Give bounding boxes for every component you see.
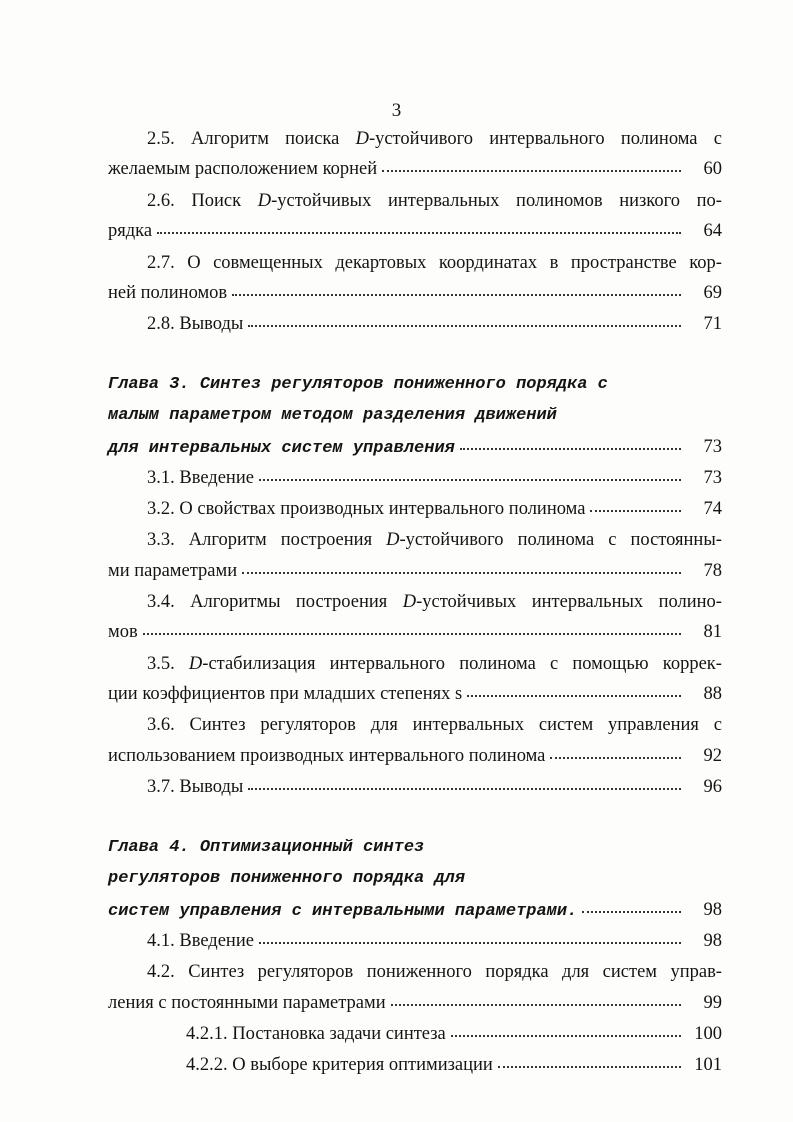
toc-entry-line: [108, 746, 722, 772]
toc-entry-line: [147, 314, 722, 340]
toc-entry-text: 4.1. Введение: [147, 931, 254, 951]
toc-entry-line: [108, 283, 722, 309]
leader-dots: [590, 506, 681, 512]
leader-dots: [460, 444, 681, 450]
toc-page-number: 78: [703, 561, 722, 581]
toc-entry-line: [147, 777, 722, 803]
toc-entry-text: мов: [108, 622, 138, 642]
toc-entry-text: использованием производных интервального полинома: [108, 746, 546, 766]
toc-entry-line: [147, 715, 722, 741]
toc-entry-text: 3.3. Алгоритм построения D-устойчивого полинома с постоянны-: [147, 530, 722, 550]
toc-page-number: 96: [703, 777, 722, 797]
toc-page-number: 101: [694, 1055, 722, 1075]
leader-dots: [259, 938, 681, 944]
chapter-title-line: [108, 869, 722, 895]
leader-dots: [391, 1000, 681, 1006]
toc-entry-line: [147, 468, 722, 494]
toc-page-number: 98: [703, 900, 722, 920]
toc-entry-text: 2.5. Алгоритм поиска D-устойчивого интервального полинома с: [147, 129, 722, 149]
toc-page-number: 73: [703, 468, 722, 488]
toc-entry-text: рядка: [108, 221, 153, 241]
leader-dots: [248, 321, 681, 327]
toc-entry-line: [147, 654, 722, 680]
toc-entry-text: Глава 3. Синтез регуляторов пониженного порядка с: [108, 375, 608, 394]
toc-entry-text: 3.2. О свойствах производных интервального полинома: [147, 499, 586, 519]
toc-entry-text: 4.2.2. О выборе критерия оптимизации: [186, 1055, 493, 1075]
toc-page-number: 69: [703, 283, 722, 303]
toc-entry-text: 4.2.1. Постановка задачи синтеза: [186, 1024, 446, 1044]
toc-page-number: 73: [703, 437, 722, 457]
toc-entry-line: [186, 1055, 722, 1081]
chapter-title-line: [108, 437, 722, 463]
leader-dots: [232, 290, 681, 296]
leader-dots: [582, 907, 681, 913]
toc-entry-line: [147, 530, 722, 556]
leader-dots: [451, 1031, 681, 1037]
toc-entry-line: [108, 221, 722, 247]
toc-entry-line: [186, 1024, 722, 1050]
toc-entry-text: 3.4. Алгоритмы построения D-устойчивых интервальных полино-: [147, 592, 722, 612]
toc-entry-text: желаемым расположением корней: [108, 159, 378, 179]
toc-entry-text: 3.6. Синтез регуляторов для интервальных систем управления с: [147, 715, 722, 735]
toc-entry-text: регуляторов пониженного порядка для: [108, 869, 466, 888]
leader-dots: [242, 568, 681, 574]
toc-entry-text: 3.7. Выводы: [147, 777, 244, 797]
toc-entry-line: [147, 592, 722, 618]
toc-page-number: 92: [703, 746, 722, 766]
toc-entry-text: ции коэффициентов при младших степенях s: [108, 684, 463, 704]
leader-dots: [143, 629, 681, 635]
leader-dots: [382, 166, 681, 172]
toc-entry-text: для интервальных систем управления: [108, 439, 455, 458]
leader-dots: [248, 784, 681, 790]
toc-entry-text: 4.2. Синтез регуляторов пониженного порядка для систем управ-: [147, 962, 722, 982]
toc-entry-line: [108, 622, 722, 648]
chapter-title-line: [108, 838, 722, 864]
toc-page-number: 98: [703, 931, 722, 951]
toc-page-number: 100: [694, 1024, 722, 1044]
toc-page-number: 99: [703, 993, 722, 1013]
toc-page-number: 60: [703, 159, 722, 179]
chapter-title-line: [108, 900, 722, 926]
toc-entry-text: 2.7. О совмещенных декартовых координатах в пространстве кор-: [147, 253, 722, 273]
toc-page-number: 74: [703, 499, 722, 519]
toc-entry-text: 2.8. Выводы: [147, 314, 244, 334]
toc-entry-text: 2.6. Поиск D-устойчивых интервальных полиномов низкого по-: [147, 191, 722, 211]
leader-dots: [259, 475, 681, 481]
toc-entry-line: [108, 993, 722, 1019]
toc-entry-text: 3.5. D-стабилизация интервального полинома с помощью коррек-: [147, 654, 722, 674]
toc-entry-line: [108, 684, 722, 710]
page-number: 3: [391, 100, 402, 121]
toc-entry-line: [147, 962, 722, 988]
toc-entry-text: Глава 4. Оптимизационный синтез: [108, 838, 425, 857]
toc-entry-line: [108, 561, 722, 587]
toc-entry-text: малым параметром методом разделения движений: [108, 406, 557, 425]
toc-page-number: 64: [703, 221, 722, 241]
toc-entry-text: ления с постоянными параметрами: [108, 993, 386, 1013]
leader-dots: [467, 691, 681, 697]
leader-dots: [498, 1062, 681, 1068]
toc-entry-line: [147, 191, 722, 217]
toc-entry-line: [147, 129, 722, 155]
toc-page-number: 81: [703, 622, 722, 642]
toc-page-number: 88: [703, 684, 722, 704]
toc-entry-line: [147, 499, 722, 525]
leader-dots: [157, 228, 681, 234]
toc-page-number: 71: [703, 314, 722, 334]
chapter-title-line: [108, 375, 722, 401]
toc-entry-text: систем управления с интервальными параметрами.: [108, 902, 578, 921]
toc-entry-text: ми параметрами: [108, 561, 238, 581]
toc-entry-text: ней полиномов: [108, 283, 228, 303]
leader-dots: [550, 753, 681, 759]
chapter-title-line: [108, 406, 722, 432]
toc-entry-line: [108, 159, 722, 185]
toc-entry-text: 3.1. Введение: [147, 468, 254, 488]
toc-entry-line: [147, 931, 722, 957]
toc-entry-line: [147, 253, 722, 279]
